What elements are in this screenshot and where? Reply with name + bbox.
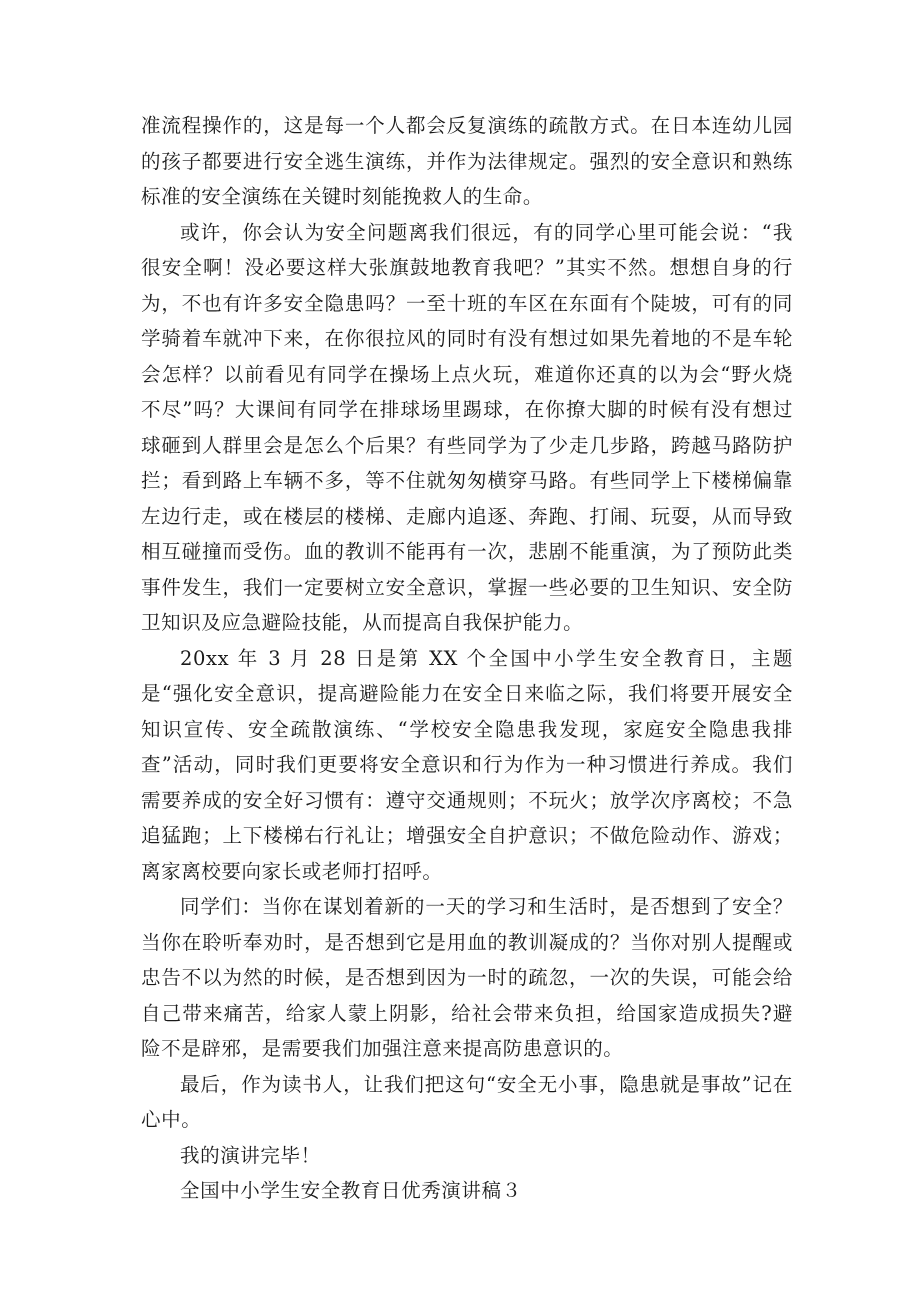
paragraph-4: 同学们：当你在谋划着新的一天的学习和生活时，是否想到了安全？当你在聆听奉劝时，是否想到它是用血的教训凝成的？当你对别人提醒或忠告不以为然的时候，是否想到因为一时的疏忽，一次的失误，可能会给自己带来痛苦，给家人蒙上阴影，给社会带来负担，给国家造成损失?避险不是辟邪，是需要我们加强注意来提高防患意识的。 bbox=[141, 895, 793, 1060]
document-body bbox=[141, 108, 793, 1209]
next-section-title: 全国中小学生安全教育日优秀演讲稿３ bbox=[180, 1179, 522, 1202]
paragraph-5: 最后，作为读书人，让我们把这句“安全无小事，隐患就是事故”记在心中。 bbox=[141, 1072, 793, 1131]
paragraph-3: 20xx 年 3 月 28 日是第 XX 个全国中小学生安全教育日，主题是“强化安全意识，提高避险能力在安全日来临之际，我们将要开展安全知识宣传、安全疏散演练、“学校安全隐患我发现，家庭安全隐患我排查”活动，同时我们更要将安全意识和行为作为一种习惯进行养成。我们需要养成的安全好习惯有：遵守交通规则；不玩火；放学次序离校；不急追猛跑；上下楼梯右行礼让；增强安全自护意识；不做危险动作、游戏；离家离校要向家长或老师打招呼。 bbox=[141, 646, 793, 883]
paragraph-1: 准流程操作的，这是每一个人都会反复演练的疏散方式。在日本连幼儿园的孩子都要进行安全逃生演练，并作为法律规定。强烈的安全意识和熟练标准的安全演练在关键时刻能挽救人的生命。 bbox=[141, 114, 793, 208]
paragraph-2: 或许，你会认为安全问题离我们很远，有的同学心里可能会说：“我很安全啊！没必要这样大张旗鼓地教育我吧？”其实不然。想想自身的行为，不也有许多安全隐患吗？一至十班的车区在东面有个陡坡，可有的同学骑着车就冲下来，在你很拉风的同时有没有想过如果先着地的不是车轮会怎样？以前看见有同学在操场上点火玩，难道你还真的以为会“野火烧不尽”吗？大课间有同学在排球场里踢球，在你撩大脚的时候有没有想过球砸到人群里会是怎么个后果？有些同学为了少走几步路，跨越马路防护拦；看到路上车辆不多，等不住就匆匆横穿马路。有些同学上下楼梯偏靠左边行走，或在楼层的楼梯、走廊内追逐、奔跑、打闹、玩耍，从而导致相互碰撞而受伤。血的教训不能再有一次，悲剧不能重演，为了预防此类事件发生，我们一定要树立安全意识，掌握一些必要的卫生知识、安全防卫知识及应急避险技能，从而提高自我保护能力。 bbox=[141, 220, 793, 634]
closing-line: 我的演讲完毕！ bbox=[180, 1143, 321, 1167]
